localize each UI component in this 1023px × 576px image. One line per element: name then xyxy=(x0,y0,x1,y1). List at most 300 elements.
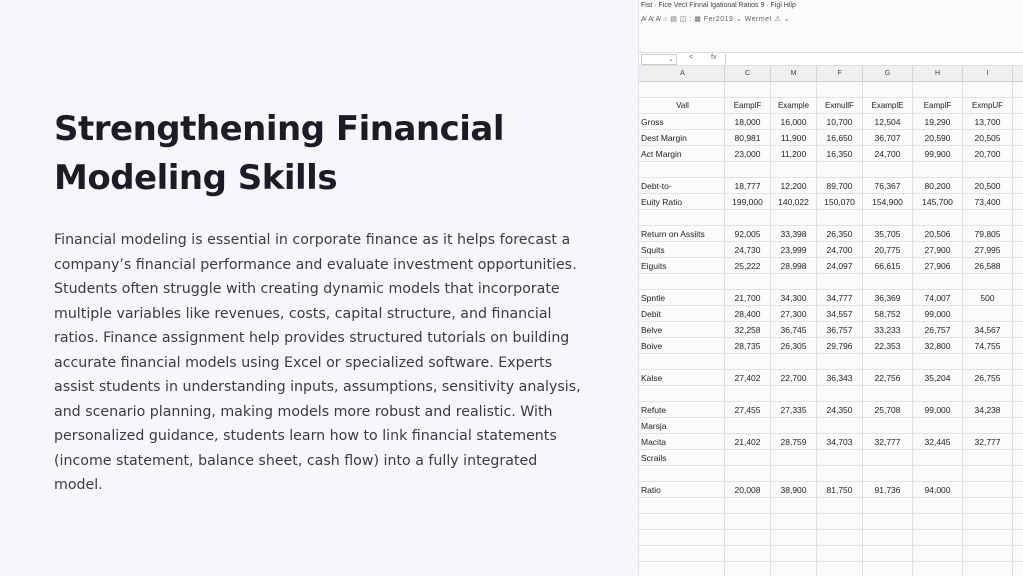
table-cell: 154,900 xyxy=(863,194,913,210)
table-cell xyxy=(963,546,1013,562)
table-cell xyxy=(1013,290,1023,306)
table-cell xyxy=(771,546,817,562)
table-cell xyxy=(913,162,963,178)
table-cell: 76,367 xyxy=(863,178,913,194)
table-cell: 34,703 xyxy=(817,434,863,450)
table-cell: 36,369 xyxy=(863,290,913,306)
formula-input xyxy=(725,54,1023,65)
table-cell xyxy=(1013,498,1023,514)
table-cell xyxy=(725,274,771,290)
table-cell xyxy=(639,82,725,98)
table-cell xyxy=(817,386,863,402)
table-cell xyxy=(1013,146,1023,162)
table-row xyxy=(639,482,1023,498)
formula-bar xyxy=(639,52,1023,66)
table-cell xyxy=(1013,322,1023,338)
table-cell xyxy=(771,162,817,178)
table-cell xyxy=(963,82,1013,98)
table-cell: 32,258 xyxy=(725,322,771,338)
table-row xyxy=(639,514,1023,530)
table-header-cell: EamplF xyxy=(725,98,771,114)
row-label xyxy=(639,274,725,290)
table-cell: 24,730 xyxy=(725,242,771,258)
table-cell: 25,222 xyxy=(725,258,771,274)
table-cell: 34,777 xyxy=(817,290,863,306)
column-header: A xyxy=(639,66,725,82)
table-cell: 73,400 xyxy=(963,194,1013,210)
row-label: Belve xyxy=(639,322,725,338)
table-cell xyxy=(817,530,863,546)
table-header-cell: ExmpUF xyxy=(963,98,1013,114)
table-cell xyxy=(863,274,913,290)
table-cell: 99,000 xyxy=(913,306,963,322)
table-cell: 38,900 xyxy=(771,482,817,498)
table-cell: 19,290 xyxy=(913,114,963,130)
table-cell xyxy=(725,530,771,546)
table-cell xyxy=(725,354,771,370)
table-row xyxy=(639,290,1023,306)
table-cell: 36,343 xyxy=(817,370,863,386)
column-header: H xyxy=(913,66,963,82)
table-cell: 80,200 xyxy=(913,178,963,194)
table-row xyxy=(639,498,1023,514)
name-box: ⌄ xyxy=(641,54,677,65)
table-cell: 34,567 xyxy=(963,322,1013,338)
table-header-cell: Vall xyxy=(639,98,725,114)
table-cell: 89,700 xyxy=(817,178,863,194)
table-cell: 80,981 xyxy=(725,130,771,146)
table-cell: 16,000 xyxy=(771,114,817,130)
table-cell xyxy=(771,530,817,546)
table-cell xyxy=(1013,258,1023,274)
table-cell: 74,755 xyxy=(963,338,1013,354)
table-cell xyxy=(1013,546,1023,562)
table-cell: 25,708 xyxy=(863,402,913,418)
table-cell xyxy=(863,514,913,530)
table-cell xyxy=(725,450,771,466)
table-cell: 20,506 xyxy=(913,226,963,242)
title-line-1: Strengthening Financial xyxy=(54,109,505,149)
table-cell xyxy=(1013,306,1023,322)
table-row xyxy=(639,274,1023,290)
table-cell xyxy=(1013,370,1023,386)
table-cell: 22,353 xyxy=(863,338,913,354)
table-cell xyxy=(771,466,817,482)
table-cell: 92,005 xyxy=(725,226,771,242)
table-cell: 33,233 xyxy=(863,322,913,338)
table-cell xyxy=(771,354,817,370)
column-header: G xyxy=(863,66,913,82)
table-cell: 34,557 xyxy=(817,306,863,322)
table-cell: 20,700 xyxy=(963,146,1013,162)
table-cell: 32,777 xyxy=(863,434,913,450)
table-cell: 94,000 xyxy=(913,482,963,498)
table-cell: 12,200 xyxy=(771,178,817,194)
table-cell xyxy=(963,450,1013,466)
table-cell xyxy=(725,386,771,402)
spreadsheet-menubar: Fist · Fice Vect Finnal Igational Ratios 9 · Figl Hilp xyxy=(641,2,796,9)
row-label: Boive xyxy=(639,338,725,354)
table-cell: 32,800 xyxy=(913,338,963,354)
table-cell: 91,736 xyxy=(863,482,913,498)
table-row xyxy=(639,354,1023,370)
table-cell: 22,756 xyxy=(863,370,913,386)
table-row xyxy=(639,338,1023,354)
table-row xyxy=(639,450,1023,466)
table-cell: 66,615 xyxy=(863,258,913,274)
table-cell: 12,504 xyxy=(863,114,913,130)
table-cell xyxy=(1013,418,1023,434)
table-header-cell: ExamplE xyxy=(863,98,913,114)
table-cell xyxy=(771,498,817,514)
table-cell: 21,402 xyxy=(725,434,771,450)
table-cell: 36,707 xyxy=(863,130,913,146)
table-cell xyxy=(863,530,913,546)
table-cell: 81,750 xyxy=(817,482,863,498)
table-cell xyxy=(817,354,863,370)
table-header-cell: EamplF xyxy=(913,98,963,114)
row-label: Refute xyxy=(639,402,725,418)
table-cell: 18,777 xyxy=(725,178,771,194)
row-label: Spntle xyxy=(639,290,725,306)
table-cell: 26,350 xyxy=(817,226,863,242)
spreadsheet-screenshot xyxy=(638,0,1023,576)
table-header-row xyxy=(639,98,1023,114)
table-cell: 74,007 xyxy=(913,290,963,306)
table-cell xyxy=(639,498,725,514)
table-cell xyxy=(639,514,725,530)
table-cell: 18,000 xyxy=(725,114,771,130)
table-cell: 27,335 xyxy=(771,402,817,418)
table-cell xyxy=(863,82,913,98)
table-cell xyxy=(771,274,817,290)
table-cell xyxy=(913,546,963,562)
table-cell xyxy=(639,562,725,576)
row-label xyxy=(639,162,725,178)
row-label xyxy=(639,386,725,402)
table-cell xyxy=(913,210,963,226)
table-cell xyxy=(1013,178,1023,194)
table-cell: 23,999 xyxy=(771,242,817,258)
table-cell: 20,500 xyxy=(963,178,1013,194)
table-cell xyxy=(639,546,725,562)
table-cell: 500 xyxy=(963,290,1013,306)
table-cell xyxy=(913,354,963,370)
table-cell xyxy=(1013,450,1023,466)
table-cell: 199,000 xyxy=(725,194,771,210)
table-cell: 27,402 xyxy=(725,370,771,386)
column-header xyxy=(1013,66,1023,82)
table-cell xyxy=(639,530,725,546)
column-header: I xyxy=(963,66,1013,82)
table-cell: 99,000 xyxy=(913,402,963,418)
table-cell xyxy=(817,210,863,226)
table-cell xyxy=(963,306,1013,322)
table-cell xyxy=(1013,482,1023,498)
table-cell: 11,900 xyxy=(771,130,817,146)
table-cell: 34,238 xyxy=(963,402,1013,418)
table-cell: 20,008 xyxy=(725,482,771,498)
table-row xyxy=(639,130,1023,146)
table-cell xyxy=(913,450,963,466)
title-line-2: Modeling Skills xyxy=(54,158,338,198)
table-cell xyxy=(1013,114,1023,130)
table-row xyxy=(639,114,1023,130)
table-cell xyxy=(863,354,913,370)
table-cell: 24,700 xyxy=(863,146,913,162)
table-cell: 150,070 xyxy=(817,194,863,210)
table-cell xyxy=(913,418,963,434)
table-cell xyxy=(963,418,1013,434)
table-cell: 27,906 xyxy=(913,258,963,274)
table-cell: 32,445 xyxy=(913,434,963,450)
row-label: Debit xyxy=(639,306,725,322)
table-cell xyxy=(725,418,771,434)
row-label: Euity Ratio xyxy=(639,194,725,210)
table-cell xyxy=(863,418,913,434)
table-row xyxy=(639,466,1023,482)
row-label: Ratio xyxy=(639,482,725,498)
table-cell: 21,700 xyxy=(725,290,771,306)
row-label: Act Margin xyxy=(639,146,725,162)
table-cell xyxy=(963,514,1013,530)
table-row xyxy=(639,402,1023,418)
table-cell xyxy=(1013,402,1023,418)
table-cell xyxy=(817,498,863,514)
table-cell xyxy=(725,498,771,514)
table-cell xyxy=(1013,466,1023,482)
table-cell xyxy=(913,466,963,482)
table-row xyxy=(639,530,1023,546)
table-row xyxy=(639,322,1023,338)
slide-text-area xyxy=(54,105,584,498)
table-cell xyxy=(1013,386,1023,402)
table-cell: 27,300 xyxy=(771,306,817,322)
table-cell xyxy=(963,530,1013,546)
table-cell xyxy=(963,562,1013,576)
table-cell: 28,759 xyxy=(771,434,817,450)
table-cell xyxy=(1013,562,1023,576)
column-header: F xyxy=(817,66,863,82)
table-cell xyxy=(817,546,863,562)
row-label: Debt-to- xyxy=(639,178,725,194)
row-label: Eiguits xyxy=(639,258,725,274)
table-cell: 26,757 xyxy=(913,322,963,338)
table-cell xyxy=(913,514,963,530)
table-cell xyxy=(1013,242,1023,258)
table-cell: 29,796 xyxy=(817,338,863,354)
table-cell xyxy=(1013,210,1023,226)
table-cell xyxy=(963,466,1013,482)
table-cell xyxy=(1013,274,1023,290)
table-row xyxy=(639,370,1023,386)
row-label xyxy=(639,466,725,482)
table-cell xyxy=(913,274,963,290)
table-cell: 20,775 xyxy=(863,242,913,258)
column-header: M xyxy=(771,66,817,82)
row-label: Scrails xyxy=(639,450,725,466)
table-cell xyxy=(1013,434,1023,450)
row-label: Kalse xyxy=(639,370,725,386)
table-cell xyxy=(1013,82,1023,98)
row-label: Macita xyxy=(639,434,725,450)
table-cell xyxy=(863,386,913,402)
table-cell xyxy=(817,562,863,576)
table-cell: 27,900 xyxy=(913,242,963,258)
table-cell xyxy=(817,82,863,98)
table-cell xyxy=(771,450,817,466)
table-cell: 140,022 xyxy=(771,194,817,210)
table-cell xyxy=(725,162,771,178)
table-cell: 28,998 xyxy=(771,258,817,274)
cancel-icon: < xyxy=(689,54,694,61)
table-cell: 28,735 xyxy=(725,338,771,354)
table-cell: 24,097 xyxy=(817,258,863,274)
table-cell xyxy=(1013,530,1023,546)
row-label: Return on Assiits xyxy=(639,226,725,242)
table-cell: 16,650 xyxy=(817,130,863,146)
table-cell xyxy=(863,450,913,466)
row-label: Marsja xyxy=(639,418,725,434)
table-cell xyxy=(963,482,1013,498)
table-cell: 16,350 xyxy=(817,146,863,162)
spreadsheet-toolbar: A̸ A̸ A̸ ○ ▤ ◫ : ▦ Fer2019 ⌄ Wermet ⚠ ⌄ xyxy=(641,16,791,23)
table-row xyxy=(639,258,1023,274)
table-cell: 33,398 xyxy=(771,226,817,242)
table-cell xyxy=(963,162,1013,178)
table-row xyxy=(639,418,1023,434)
table-row xyxy=(639,82,1023,98)
table-cell xyxy=(1013,194,1023,210)
table-cell xyxy=(725,210,771,226)
table-cell: 27,995 xyxy=(963,242,1013,258)
table-cell: 36,757 xyxy=(817,322,863,338)
table-cell xyxy=(1013,338,1023,354)
table-cell xyxy=(1013,226,1023,242)
table-cell xyxy=(817,514,863,530)
table-cell xyxy=(863,466,913,482)
table-cell: 22,700 xyxy=(771,370,817,386)
table-cell xyxy=(771,418,817,434)
table-row xyxy=(639,306,1023,322)
table-cell xyxy=(1013,130,1023,146)
table-cell: 10,700 xyxy=(817,114,863,130)
table-cell: 35,204 xyxy=(913,370,963,386)
table-row xyxy=(639,242,1023,258)
table-cell: 34,300 xyxy=(771,290,817,306)
row-label: Dest Margin xyxy=(639,130,725,146)
table-cell: 20,590 xyxy=(913,130,963,146)
table-cell: 32,777 xyxy=(963,434,1013,450)
table-cell xyxy=(1013,354,1023,370)
table-cell xyxy=(913,82,963,98)
table-row xyxy=(639,146,1023,162)
table-row xyxy=(639,386,1023,402)
table-row xyxy=(639,194,1023,210)
table-cell xyxy=(963,386,1013,402)
table-cell xyxy=(817,274,863,290)
table-cell: 23,000 xyxy=(725,146,771,162)
row-label xyxy=(639,210,725,226)
table-row xyxy=(639,178,1023,194)
table-cell xyxy=(863,210,913,226)
table-header-cell: Example xyxy=(771,98,817,114)
table-cell xyxy=(863,498,913,514)
table-cell: 26,305 xyxy=(771,338,817,354)
table-cell xyxy=(963,354,1013,370)
table-cell xyxy=(1013,162,1023,178)
table-cell: 58,752 xyxy=(863,306,913,322)
table-cell: 11,200 xyxy=(771,146,817,162)
table-cell: 36,745 xyxy=(771,322,817,338)
table-cell xyxy=(963,274,1013,290)
table-cell: 24,350 xyxy=(817,402,863,418)
row-label: Squits xyxy=(639,242,725,258)
table-cell xyxy=(725,514,771,530)
fx-icon: fx xyxy=(711,54,717,61)
table-cell: 20,505 xyxy=(963,130,1013,146)
table-row xyxy=(639,546,1023,562)
table-cell xyxy=(817,450,863,466)
column-header: C xyxy=(725,66,771,82)
table-cell xyxy=(771,386,817,402)
table-cell xyxy=(817,162,863,178)
table-cell xyxy=(725,546,771,562)
table-cell: 79,805 xyxy=(963,226,1013,242)
table-cell xyxy=(863,546,913,562)
table-cell: 35,705 xyxy=(863,226,913,242)
table-cell xyxy=(913,498,963,514)
table-header-cell: ExmullF xyxy=(817,98,863,114)
row-label xyxy=(639,354,725,370)
table-cell: 13,700 xyxy=(963,114,1013,130)
table-cell xyxy=(863,162,913,178)
table-cell: 27,455 xyxy=(725,402,771,418)
column-header-row xyxy=(639,66,1023,82)
table-cell xyxy=(725,82,771,98)
table-cell xyxy=(771,210,817,226)
table-cell: 28,400 xyxy=(725,306,771,322)
table-cell xyxy=(963,210,1013,226)
slide-title xyxy=(54,105,584,203)
table-cell xyxy=(913,562,963,576)
table-cell xyxy=(725,466,771,482)
row-label: Gross xyxy=(639,114,725,130)
table-cell: 99,900 xyxy=(913,146,963,162)
table-cell: 26,588 xyxy=(963,258,1013,274)
table-cell xyxy=(725,562,771,576)
table-cell xyxy=(1013,514,1023,530)
table-row xyxy=(639,562,1023,576)
table-row xyxy=(639,434,1023,450)
table-row xyxy=(639,210,1023,226)
table-cell xyxy=(913,386,963,402)
table-cell: 145,700 xyxy=(913,194,963,210)
table-cell xyxy=(913,530,963,546)
table-cell xyxy=(771,514,817,530)
table-cell xyxy=(817,418,863,434)
table-row xyxy=(639,226,1023,242)
table-cell xyxy=(863,562,913,576)
table-cell xyxy=(817,466,863,482)
table-cell: 26,755 xyxy=(963,370,1013,386)
table-cell xyxy=(771,82,817,98)
table-cell: 24,700 xyxy=(817,242,863,258)
table-row xyxy=(639,162,1023,178)
table-cell xyxy=(963,498,1013,514)
table-cell xyxy=(771,562,817,576)
slide-body: Financial modeling is essential in corporate finance as it helps forecast a company’s financial performance and evaluate investment opportunities. Students often struggle with creating dynamic models that incorporate multiple variables like revenues, costs, capital structure, and financial ratios. Finance assignment help provides structured tutorials on building accurate financial models using Excel or specialized software. Experts assist students in understanding inputs, assumptions, sensitivity analysis, and scenario planning, making models more robust and realistic. With personalized guidance, students learn how to link financial statements (income statement, balance sheet, cash flow) into a fully integrated model. xyxy=(54,232,581,493)
